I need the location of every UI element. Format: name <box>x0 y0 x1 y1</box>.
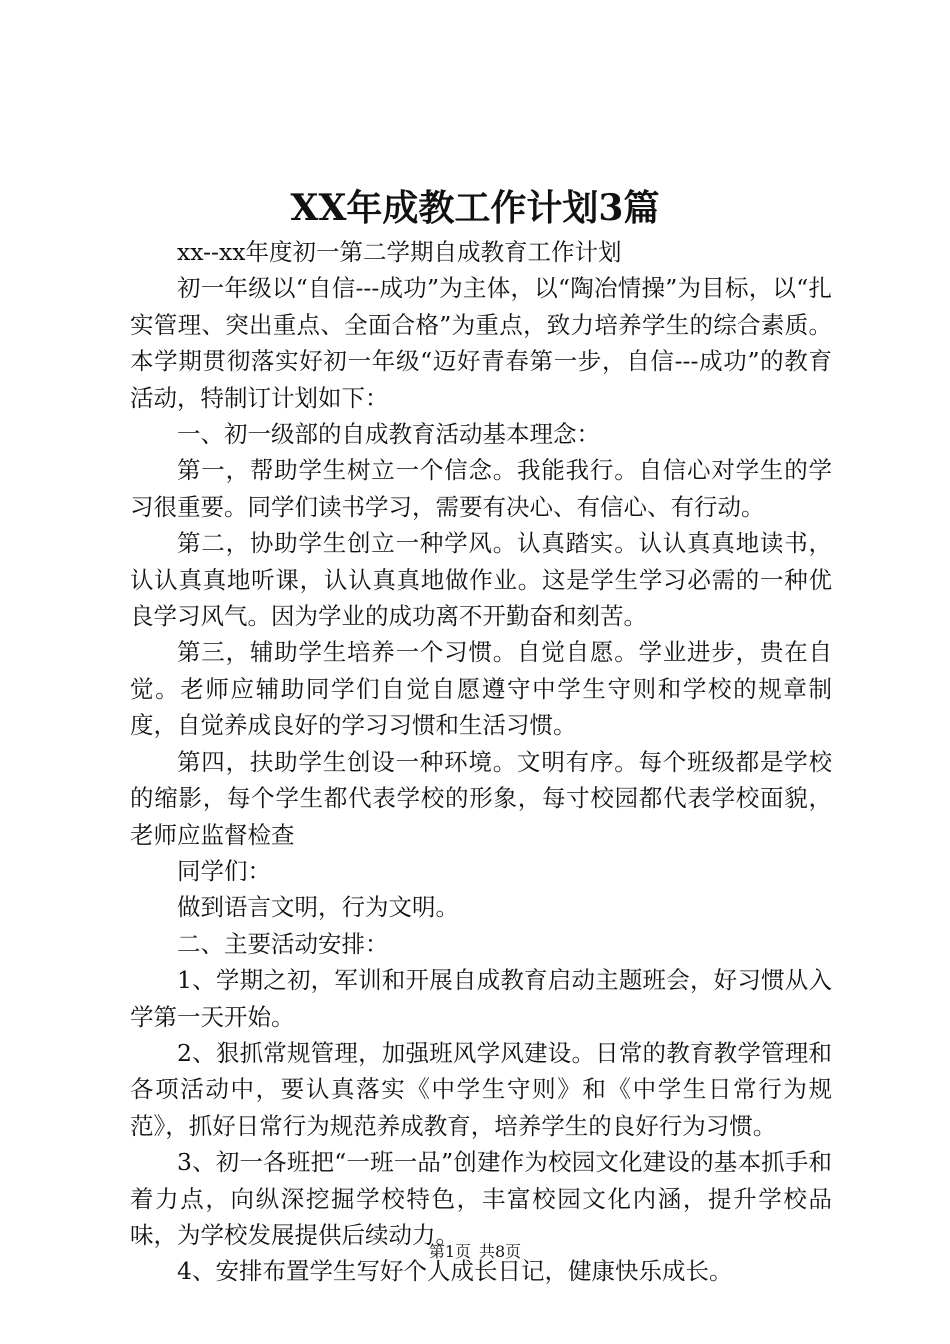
paragraph-intro: 初一年级以“自信---成功”为主体，以“陶冶情操”为目标，以“扎实管理、突出重点、全面合格”为重点，致力培养学生的综合素质。本学期贯彻落实好初一年级“迈好青春第一步，自信---成功”的教育活动，特制订计划如下： <box>130 274 832 412</box>
paragraph-third-point: 第三，辅助学生培养一个习惯。自觉自愿。学业进步，贵在自觉。老师应辅助同学们自觉自愿遵守中学生守则和学校的规章制度，自觉养成良好的学习习惯和生活习惯。 <box>130 638 832 740</box>
paragraph-fourth-point: 第四，扶助学生创设一种环境。文明有序。每个班级都是学校的缩影，每个学生都代表学校的形象，每寸校园都代表学校面貌，老师应监督检查 <box>130 747 832 849</box>
paragraph-plan-heading: xx--xx年度初一第二学期自成教育工作计划 <box>177 238 622 266</box>
paragraph-section-one-heading: 一、初一级部的自成教育活动基本理念： <box>177 420 600 449</box>
page-footer <box>0 1240 950 1264</box>
document-title: XX年成教工作计划3篇 <box>290 187 660 229</box>
paragraph-students-address: 同学们： <box>177 856 271 885</box>
page-total: 共8页 <box>479 1242 522 1261</box>
page-number: 第1页 <box>428 1242 471 1261</box>
paragraph-first-point: 第一，帮助学生树立一个信念。我能我行。自信心对学生的学习很重要。同学们读书学习，需要有决心、有信心、有行动。 <box>130 456 832 521</box>
document-body <box>130 234 832 1290</box>
paragraph-activity-3: 3、初一各班把“一班一品”创建作为校园文化建设的基本抓手和着力点，向纵深挖掘学校特色，丰富校园文化内涵，提升学校品味，为学校发展提供后续动力。 <box>130 1148 832 1249</box>
paragraph-activity-1: 1、学期之初，军训和开展自成教育启动主题班会，好习惯从入学第一天开始。 <box>130 966 832 1031</box>
paragraph-activity-2: 2、狠抓常规管理，加强班风学风建设。日常的教育教学管理和各项活动中，要认真落实《中学生守则》和《中学生日常行为规范》，抓好日常行为规范养成教育，培养学生的良好行为习惯。 <box>130 1038 832 1140</box>
paragraph-activity-4: 4、安排布置学生写好个人成长日记，健康快乐成长。 <box>177 1257 733 1286</box>
paragraph-second-point: 第二，协助学生创立一种学风。认真踏实。认认真真地读书，认认真真地听课，认认真真地做作业。这是学生学习必需的一种优良学习风气。因为学业的成功离不开勤奋和刻苦。 <box>130 529 832 631</box>
paragraph-civility: 做到语言文明，行为文明。 <box>177 893 459 922</box>
paragraph-section-two-heading: 二、主要活动安排： <box>177 929 389 958</box>
